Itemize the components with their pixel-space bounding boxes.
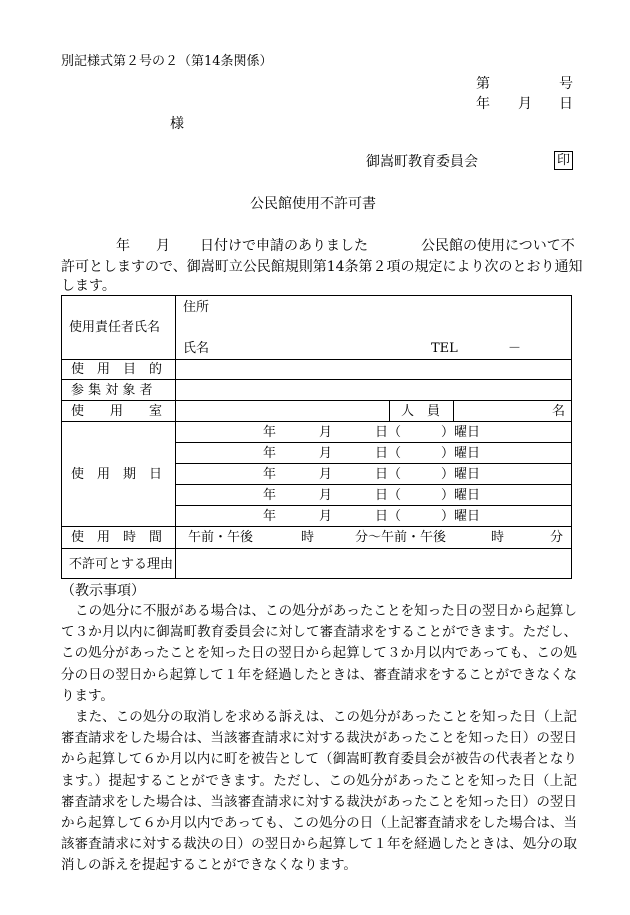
period-day: 日（ [375, 425, 402, 440]
period-day: 日（ [375, 446, 402, 461]
date-day-label: 日 [559, 96, 573, 112]
period-month: 月 [319, 467, 333, 482]
notice-heading: （教示事項） [61, 583, 145, 599]
address-label: 住所 [183, 300, 210, 315]
notice-paragraph-2: また、この処分の取消しを求める訴えは、この処分があったことを知った日（上記審査請求をした場合は、当該審査請求に対する裁決があったことを知った日）の翌日から起算して６か月以内に町を被告として（御嵩町教育委員会が被告の代表者となります。）提起することができます。ただし、この処分があったことを知った日（上記審査請求をした場合は、当該審査請求に対する裁決があったことを知った日）の翌日から起算して６か月以内であっても、この処分の日（上記審査請求をした場合は、当該審査請求に対する裁決の日）の翌日から起算して１年を経過したときは、処分の取消しの訴えを提起することができなくなります。 [61, 709, 577, 874]
people-unit: 名 [552, 404, 566, 419]
period-month: 月 [319, 488, 333, 503]
period-year: 年 [263, 488, 277, 503]
intro-year: 年 [116, 238, 130, 254]
form-reference: 別記様式第２号の２（第14条関係） [61, 54, 273, 69]
seal-mark: 印 [554, 151, 573, 170]
people-label: 人 員 [401, 404, 441, 419]
period-month: 月 [319, 446, 333, 461]
reason-label: 不許可とする理由 [69, 557, 174, 572]
purpose-label: 使 用 目 的 [71, 362, 163, 377]
period-weekday: ）曜日 [441, 446, 481, 461]
time-min-to: 分～午前・午後 [355, 530, 447, 545]
period-day: 日（ [375, 467, 402, 482]
intro-month: 月 [156, 238, 170, 254]
document-title: 公民館使用不許可書 [250, 196, 376, 212]
period-day: 日（ [375, 488, 402, 503]
date-month-label: 月 [518, 96, 532, 112]
audience-label: 参 集 対 象 者 [71, 383, 153, 398]
period-month: 月 [319, 509, 333, 524]
period-weekday: ）曜日 [441, 467, 481, 482]
period-weekday: ）曜日 [441, 425, 481, 440]
period-year: 年 [263, 467, 277, 482]
period-label: 使 用 期 日 [71, 467, 163, 482]
period-day: 日（ [375, 509, 402, 524]
addressee-suffix: 様 [170, 116, 184, 132]
issuer-name: 御嵩町教育委員会 [366, 154, 478, 170]
room-label: 使 用 室 [71, 404, 163, 419]
tel-label: TEL [431, 341, 458, 356]
intro-date-text: 日付けで申請のありました [200, 238, 368, 254]
applicant-label: 使用責任者氏名 [69, 320, 161, 335]
tel-dash: － [508, 341, 522, 356]
intro-line-3: します。 [61, 278, 116, 294]
name-label: 氏名 [183, 341, 210, 356]
period-year: 年 [263, 446, 277, 461]
period-month: 月 [319, 425, 333, 440]
period-year: 年 [263, 425, 277, 440]
number-suffix: 号 [559, 76, 573, 92]
number-label: 第 [476, 76, 490, 92]
time-label: 使 用 時 間 [71, 530, 163, 545]
permit-form-table [61, 295, 572, 579]
intro-line-2: 許可としますので、御嵩町立公民館規則第14条第２項の規定により次のとおり通知 [61, 259, 583, 275]
period-weekday: ）曜日 [441, 509, 481, 524]
period-weekday: ）曜日 [441, 488, 481, 503]
notice-paragraph-1: この処分に不服がある場合は、この処分があったことを知った日の翌日から起算して３か月以内に御嵩町教育委員会に対して審査請求をすることができます。ただし、この処分があったことを知った日の翌日から起算して３か月以内であっても、この処分の日の翌日から起算して１年を経過したときは、審査請求をすることができなくなります。 [61, 603, 577, 704]
period-year: 年 [263, 509, 277, 524]
date-year-label: 年 [476, 96, 490, 112]
time-hour-start: 時 [301, 530, 315, 545]
time-min-end: 分 [550, 530, 564, 545]
intro-hall-text: 公民館の使用について不 [421, 238, 575, 254]
time-ampm-start: 午前・午後 [188, 530, 254, 545]
time-hour-end: 時 [491, 530, 505, 545]
